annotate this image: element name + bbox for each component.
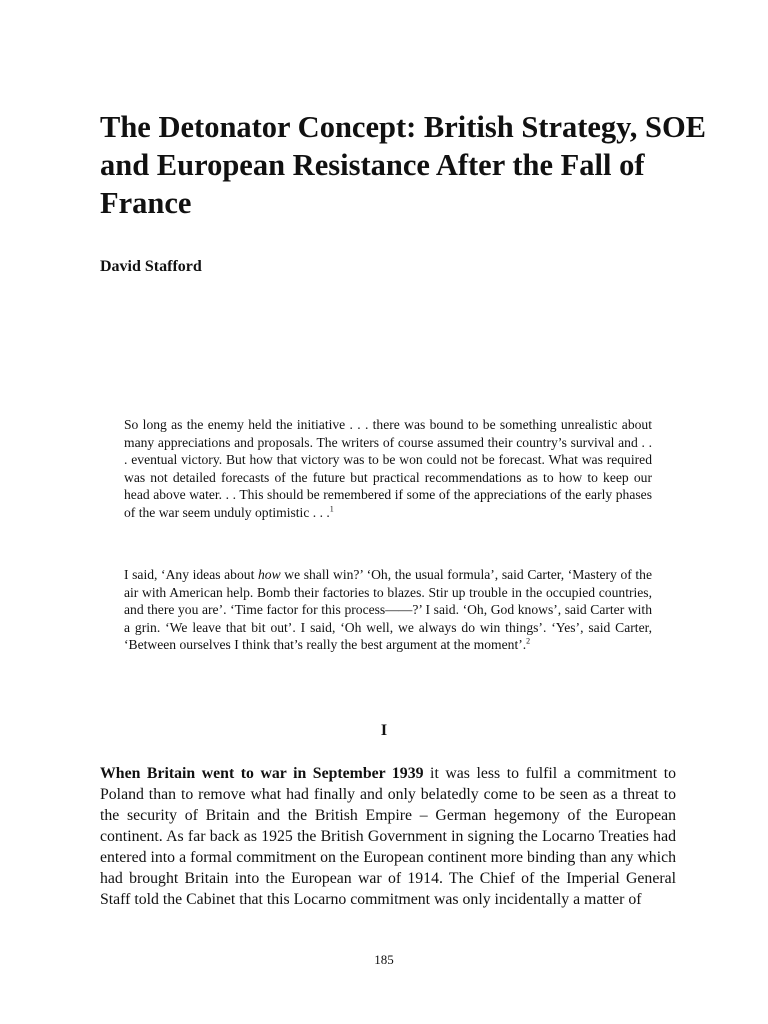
epigraph-quote-2 [124,566,652,654]
epigraph-1-text: So long as the enemy held the initiative . . . there was bound to be something unrealistic about many appreciations and proposals. The writers of course assumed their country’s survival and . . . eventual victory. But how that victory was to be won could not be forecast. What was required was not detailed forecasts of the future but practical recommendations as to how to keep our head above water. . . This should be remembered if some of the appreciations of the early phases of the war seem unduly optimistic . . . [124,417,652,520]
paragraph-text: it was less to fulfil a commitment to Poland than to remove what had finally and only belatedly come to be seen as a threat to the security of Britain and the British Empire – German hegemony of the European continent. As far back as 1925 the British Government in signing the Locarno Treaties had entered into a formal commitment on the European continent more binding than any which had brought Britain into the European war of 1914. The Chief of the Imperial General Staff told the Cabinet that this Locarno commitment was only incidentally a matter of [100,765,676,908]
footnote-marker-2[interactable]: 2 [526,636,531,646]
epigraph-quote-1 [124,416,652,521]
paragraph-lead-in: When Britain went to war in September 1939 [100,765,424,782]
footnote-marker-1[interactable]: 1 [329,503,334,513]
epigraph-2-emphasis: how [257,567,281,582]
author-name: David Stafford [100,258,202,275]
body-paragraph [100,763,676,910]
epigraph-2-text-end: we shall win?’ ‘Oh, the usual formula’, said Carter, ‘Mastery of the air with American help. Bomb their factories to blazes. Stir up trouble in the occupied countries, and there you are’. ‘Time factor for this process——?’ I said. ‘Oh, God knows’, said Carter with a grin. ‘We leave that bit out’. I said, ‘Oh well, we always do win things’. ‘Yes’, said Carter, ‘Between ourselves I think that’s really the best argument at the moment’. [124,567,652,652]
page-number: 185 [374,952,394,967]
epigraph-2-text-start: I said, ‘Any ideas about [124,567,258,582]
section-heading: I [380,722,388,739]
article-title: The Detonator Concept: British Strategy, SOE and European Resistance After the Fall of France [100,110,707,220]
